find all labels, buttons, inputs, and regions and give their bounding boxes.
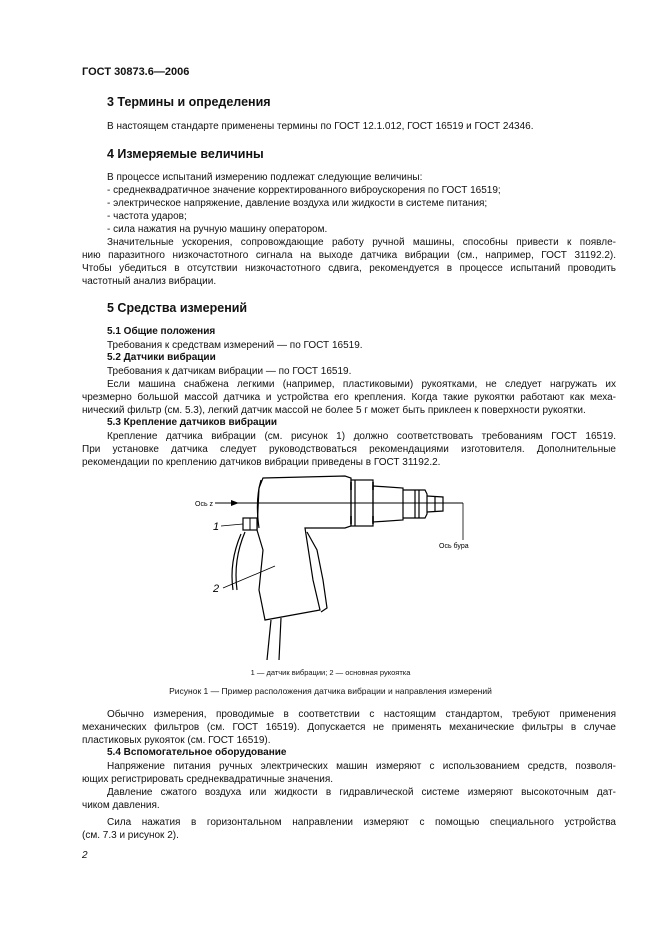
after-figure-paragraph	[82, 708, 616, 747]
paragraph-line: Значительные ускорения, сопровождающие работу ручной машины, способны привести к появле-	[107, 237, 616, 248]
drill-body-outline	[257, 476, 351, 620]
paragraph-line: Сила нажатия в горизонтальном направлении измеряют с помощью специального устройства	[107, 817, 616, 828]
paragraph-line: Крепление датчика вибрации (см. рисунок 1) должно соответствовать требованиям ГОСТ 16519.	[107, 431, 616, 442]
paragraph-line: ющих регистрировать среднеквадратичные значения.	[82, 774, 334, 785]
section-5-2-title: 5.2 Датчики вибрации	[107, 352, 216, 363]
paragraph-line: Если машина снабжена легкими (например, пластиковыми) рукоятками, не следует нагружать их	[107, 379, 616, 390]
figure-label-2: 2	[213, 583, 220, 595]
paragraph-line: Требования к датчикам вибрации — по ГОСТ 16519.	[107, 366, 352, 377]
paragraph-line: Чтобы убедиться в отсутствии низкочастотного сдвига, рекомендуется в процессе испытаний проводить	[82, 263, 616, 274]
paragraph-line: нический фильтр (см. 5.3), легкий датчик массой не более 5 г может быть приклеен к поверхности рукоятки.	[82, 405, 586, 416]
section-3-title: 3 Термины и определения	[107, 95, 271, 109]
paragraph-line: Требования к средствам измерений — по ГОСТ 16519.	[107, 340, 363, 351]
paragraph-line: Обычно измерения, проводимые в соответствии с настоящим стандартом, требуют применения	[107, 709, 616, 720]
paragraph-line: Напряжение питания ручных электрических машин измеряют с использованием средств, позволя-	[107, 761, 616, 772]
section-5-4-body	[82, 760, 616, 842]
paragraph-line: рекомендации по креплению датчиков вибрации приведены в ГОСТ 31192.2.	[82, 457, 441, 468]
figure-drill-diagram	[175, 470, 505, 660]
section-3-text	[82, 120, 616, 133]
paragraph-line: (см. 7.3 и рисунок 2).	[82, 830, 179, 841]
list-item: - частота ударов;	[107, 211, 187, 222]
section-4-title: 4 Измеряемые величины	[107, 147, 264, 161]
section-5-title: 5 Средства измерений	[107, 301, 248, 315]
figure-label-1: 1	[213, 521, 220, 533]
paragraph-line: чиком давления.	[82, 800, 160, 811]
document-id-header: ГОСТ 30873.6—2006	[82, 66, 190, 78]
list-item: - сила нажатия на ручную машину оператором.	[107, 224, 328, 235]
paragraph-line: Давление сжатого воздуха или жидкости в гидравлической системе измеряют высокоточным дат-	[107, 787, 616, 798]
paragraph-line: чрезмерно большой массой датчика и устройства его крепления. Когда такие рукоятки работают как меха-	[82, 392, 616, 403]
figure-caption: Рисунок 1 — Пример расположения датчика вибрации и направления измерений	[169, 686, 492, 696]
axis-z-label: Ось z	[195, 501, 214, 508]
section-5-4-title: 5.4 Вспомогательное оборудование	[107, 747, 287, 758]
section-5-1-title: 5.1 Общие положения	[107, 326, 216, 337]
section-5-1-text	[82, 339, 616, 352]
list-item: - электрическое напряжение, давление воздуха или жидкости в системе питания;	[107, 198, 488, 209]
list-item: - среднеквадратичное значение корректированного виброускорения по ГОСТ 16519;	[107, 185, 501, 196]
paragraph-line: При установке датчика следует руководствоваться рекомендациями изготовителя. Дополнительные	[82, 444, 616, 455]
drill-chuck	[373, 486, 403, 522]
section-3-line: В настоящем стандарте применены термины по ГОСТ 12.1.012, ГОСТ 16519 и ГОСТ 24346.	[107, 121, 534, 132]
paragraph-line: частотный анализ вибрации.	[82, 276, 217, 287]
paragraph-line: пластиковых рукояток (см. ГОСТ 16519).	[82, 735, 271, 746]
section-5-3-title: 5.3 Крепление датчиков вибрации	[107, 417, 278, 428]
paragraph-line: механических фильтров (см. ГОСТ 16519). Допускается не применять механические фильтры в случае	[82, 722, 616, 733]
axis-drill-label: Ось бура	[439, 543, 469, 550]
section-4-body	[82, 171, 616, 288]
section-4-intro: В процессе испытаний измерению подлежат следующие величины:	[107, 172, 423, 183]
section-5-3-body	[82, 430, 616, 469]
page-number: 2	[82, 850, 88, 861]
paragraph-line: нию паразитного низкочастотного сигнала на выходе датчика вибрации (см., например, ГОСТ 31192.2).	[82, 250, 616, 261]
axis-z-arrowhead	[231, 500, 239, 506]
figure-legend: 1 — датчик вибрации; 2 — основная рукоятка	[250, 668, 411, 677]
section-5-2-body	[82, 365, 616, 417]
